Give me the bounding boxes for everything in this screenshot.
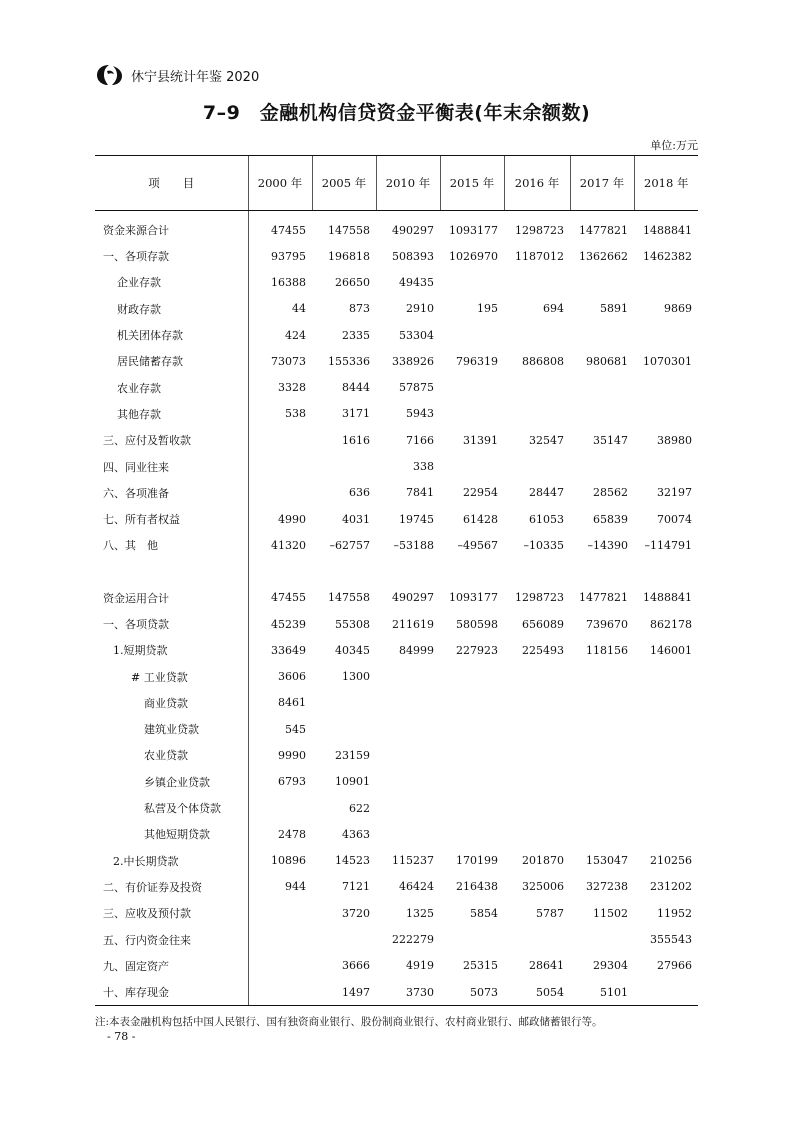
row-label: 机关团体存款	[117, 329, 183, 343]
table-cell	[570, 453, 634, 479]
table-cell	[376, 795, 440, 821]
table-cell	[504, 401, 570, 427]
table-cell: 93795	[248, 243, 312, 269]
table-cell: 26650	[335, 275, 370, 289]
table-cell: 1462382	[643, 249, 692, 263]
table-row	[95, 453, 698, 479]
table-cell: 210256	[650, 854, 692, 868]
table-row	[95, 742, 698, 768]
table-cell	[440, 821, 504, 847]
table-cell: –53188	[393, 538, 434, 552]
table-cell	[634, 979, 698, 1006]
table-cell: 31391	[463, 433, 498, 447]
table-cell	[376, 821, 440, 847]
table-cell: 61428	[463, 512, 498, 526]
table-cell: 1093177	[449, 223, 498, 237]
table-cell: 153047	[586, 854, 628, 868]
table-cell: –62757	[329, 538, 370, 552]
table-cell: 227923	[456, 643, 498, 657]
table-cell	[570, 716, 634, 742]
table-cell: 84999	[399, 643, 434, 657]
table-cell: 1616	[342, 433, 370, 447]
table-cell	[504, 322, 570, 348]
row-label: 五、行内资金往来	[103, 933, 191, 947]
footnote: 注:本表金融机构包括中国人民银行、国有独资商业银行、股份制商业银行、农村商业银行、邮政储蓄银行等。	[95, 1016, 603, 1028]
table-cell: 2335	[342, 328, 370, 342]
table-row	[95, 211, 698, 244]
table-row	[95, 532, 698, 558]
table-cell: 35147	[593, 433, 628, 447]
table-cell	[634, 769, 698, 795]
table-cell	[312, 559, 376, 585]
row-label: 农业贷款	[144, 749, 188, 763]
row-label: 建筑业贷款	[144, 723, 199, 737]
table-row	[95, 900, 698, 926]
table-cell: 980681	[586, 354, 628, 368]
table-cell	[504, 374, 570, 400]
table-cell: 28562	[593, 486, 628, 500]
row-label: 六、各项准备	[103, 486, 169, 500]
table-cell: 636	[349, 486, 370, 500]
column-header: 项 目	[95, 156, 248, 211]
table-cell: 862178	[650, 617, 692, 631]
table-cell	[570, 795, 634, 821]
table-cell: 1093177	[449, 591, 498, 605]
table-cell: 1477821	[579, 223, 628, 237]
row-label: 九、固定资产	[103, 959, 169, 973]
table-cell: –10335	[523, 538, 564, 552]
table-row	[95, 480, 698, 506]
row-label: 三、应收及预付款	[103, 907, 191, 921]
table-cell	[248, 926, 312, 952]
table-cell	[634, 401, 698, 427]
table-cell	[634, 795, 698, 821]
table-cell: 622	[349, 801, 370, 815]
table-cell: 70074	[657, 512, 692, 526]
table-cell	[570, 322, 634, 348]
table-cell: 3666	[342, 959, 370, 973]
table-cell	[504, 926, 570, 952]
table-cell: 195	[477, 302, 498, 316]
table-cell	[634, 663, 698, 689]
page-title: 7–9 金融机构信贷资金平衡表(年末余额数)	[202, 102, 591, 124]
table-cell	[504, 690, 570, 716]
table-cell	[634, 716, 698, 742]
table-cell: 325006	[522, 880, 564, 894]
column-header: 2000 年	[248, 156, 312, 211]
table-cell: 33649	[248, 637, 312, 663]
table-cell: 22954	[463, 486, 498, 500]
table-cell: 3730	[376, 979, 440, 1006]
table-cell: 57875	[399, 381, 434, 395]
table-cell: 9990	[248, 742, 312, 768]
table-cell: 8444	[342, 381, 370, 395]
row-label: 二、有价证券及投资	[103, 880, 202, 894]
table-cell: 1187012	[515, 249, 564, 263]
table-cell	[440, 690, 504, 716]
table-row	[95, 269, 698, 295]
table-cell: 231202	[650, 880, 692, 894]
table-cell: 29304	[593, 959, 628, 973]
table-cell	[634, 453, 698, 479]
row-label	[95, 559, 248, 585]
table-row	[95, 611, 698, 637]
table-cell	[504, 559, 570, 585]
table-cell: 4919	[406, 959, 434, 973]
page-number: - 78 -	[107, 1030, 136, 1043]
table-cell: 40345	[335, 643, 370, 657]
table-cell: 10896	[248, 848, 312, 874]
table-row	[95, 690, 698, 716]
row-label: 资金运用合计	[103, 591, 169, 605]
row-label: 企业存款	[117, 276, 161, 290]
table-cell	[376, 690, 440, 716]
table-cell: 7121	[342, 880, 370, 894]
table-body	[95, 211, 698, 1006]
row-label: 资金来源合计	[103, 224, 169, 237]
table-cell: 55308	[335, 617, 370, 631]
table-cell	[248, 559, 312, 585]
table-row	[95, 374, 698, 400]
table-cell: 11952	[657, 906, 692, 920]
table-cell	[634, 322, 698, 348]
table-cell	[440, 716, 504, 742]
table-cell: 739670	[586, 617, 628, 631]
table-cell: 5943	[406, 407, 434, 421]
table-cell: 4363	[342, 827, 370, 841]
table-row	[95, 401, 698, 427]
row-label: 农业存款	[117, 381, 161, 395]
table-cell: 3720	[342, 906, 370, 920]
table-cell: 9869	[664, 302, 692, 316]
table-cell	[504, 453, 570, 479]
table-cell: 338	[413, 460, 434, 474]
table-cell: 201870	[522, 854, 564, 868]
table-cell	[570, 742, 634, 768]
table-cell	[248, 979, 312, 1006]
table-cell: 424	[248, 322, 312, 348]
table-cell: 5891	[600, 302, 628, 316]
table-cell: 216438	[456, 880, 498, 894]
table-cell: 1298723	[515, 591, 564, 605]
table-cell	[634, 269, 698, 295]
table-row	[95, 348, 698, 374]
table-cell: 5073	[440, 979, 504, 1006]
table-cell: 3606	[248, 663, 312, 689]
table-cell	[376, 663, 440, 689]
table-cell: 5854	[470, 906, 498, 920]
table-cell: 225493	[522, 643, 564, 657]
table-row	[95, 926, 698, 952]
table-cell: 11502	[593, 906, 628, 920]
table-cell: 1070301	[643, 354, 692, 368]
table-cell	[440, 322, 504, 348]
credit-balance-table	[95, 155, 698, 1006]
table-cell	[312, 690, 376, 716]
column-header: 2017 年	[570, 156, 634, 211]
yearbook-logo-icon	[95, 62, 125, 88]
table-cell: 4990	[248, 506, 312, 532]
table-cell: 16388	[248, 269, 312, 295]
column-header: 2015 年	[440, 156, 504, 211]
table-cell	[570, 559, 634, 585]
row-label: 其他短期贷款	[144, 828, 210, 842]
table-cell: 53304	[399, 328, 434, 342]
table-cell: 7841	[406, 486, 434, 500]
table-cell	[376, 742, 440, 768]
table-cell: 19745	[399, 512, 434, 526]
table-cell: 44	[248, 296, 312, 322]
table-cell	[376, 559, 440, 585]
table-cell: 146001	[650, 643, 692, 657]
table-row	[95, 848, 698, 874]
table-row	[95, 979, 698, 1006]
table-cell	[504, 663, 570, 689]
row-label: 四、同业往来	[103, 460, 169, 474]
table-cell	[312, 926, 376, 952]
table-cell: 1298723	[515, 223, 564, 237]
column-header: 2018 年	[634, 156, 698, 211]
table-cell	[312, 716, 376, 742]
table-cell	[570, 926, 634, 952]
table-cell: 196818	[328, 249, 370, 263]
table-cell: 1300	[342, 670, 370, 684]
table-cell: 155336	[328, 354, 370, 368]
table-cell	[248, 453, 312, 479]
table-cell: 1488841	[643, 223, 692, 237]
table-row	[95, 953, 698, 979]
table-cell	[440, 374, 504, 400]
column-header: 2016 年	[504, 156, 570, 211]
spacer-row	[95, 559, 698, 585]
row-label: 七、所有者权益	[103, 513, 180, 527]
table-cell	[440, 269, 504, 295]
row-label: 2.中长期贷款	[113, 854, 179, 868]
table-cell	[634, 821, 698, 847]
row-label: # 工业贷款	[131, 670, 188, 684]
table-cell: 28447	[529, 486, 564, 500]
table-cell	[504, 821, 570, 847]
table-cell: 49435	[399, 275, 434, 289]
table-cell	[376, 716, 440, 742]
table-cell	[634, 690, 698, 716]
row-label: 1.短期贷款	[113, 644, 168, 658]
table-cell	[504, 742, 570, 768]
row-label: 私营及个体贷款	[144, 802, 221, 816]
page-header	[95, 62, 259, 88]
table-cell: 61053	[529, 512, 564, 526]
table-cell	[570, 374, 634, 400]
table-cell: 1325	[406, 906, 434, 920]
table-cell: 47455	[248, 211, 312, 244]
table-cell: 944	[248, 874, 312, 900]
table-cell: 580598	[456, 617, 498, 631]
table-cell: 5787	[536, 906, 564, 920]
table-cell	[570, 690, 634, 716]
table-cell: 490297	[392, 591, 434, 605]
table-cell	[504, 769, 570, 795]
row-label: 一、各项贷款	[103, 618, 169, 631]
table-cell: 73073	[248, 348, 312, 374]
table-cell: 65839	[593, 512, 628, 526]
table-cell: –14390	[587, 538, 628, 552]
table-cell: 5054	[504, 979, 570, 1006]
table-header-row	[95, 156, 698, 211]
table-cell: 10901	[335, 775, 370, 789]
table-cell	[570, 269, 634, 295]
table-cell: 41320	[248, 532, 312, 558]
table-cell: 1362662	[579, 249, 628, 263]
table-cell: 28641	[529, 959, 564, 973]
table-cell	[440, 742, 504, 768]
table-row	[95, 243, 698, 269]
table-cell	[248, 795, 312, 821]
table-row	[95, 322, 698, 348]
table-cell	[440, 663, 504, 689]
table-cell	[440, 795, 504, 821]
table-cell	[570, 401, 634, 427]
table-cell	[634, 559, 698, 585]
table-cell: 327238	[586, 880, 628, 894]
table-cell: 23159	[335, 748, 370, 762]
row-label: 商业贷款	[144, 696, 188, 710]
table-cell	[570, 663, 634, 689]
table-cell: 147558	[328, 591, 370, 605]
table-cell	[504, 716, 570, 742]
table-cell: 7166	[406, 433, 434, 447]
table-cell: 6793	[248, 769, 312, 795]
row-label: 十、库存现金	[95, 979, 248, 1006]
table-cell: 46424	[399, 880, 434, 894]
table-cell	[504, 795, 570, 821]
table-cell	[634, 374, 698, 400]
table-row	[95, 506, 698, 532]
table-row	[95, 769, 698, 795]
table-cell: 355543	[650, 933, 692, 947]
table-cell: 545	[248, 716, 312, 742]
table-cell: 1488841	[643, 591, 692, 605]
table-cell	[440, 926, 504, 952]
table-row	[95, 795, 698, 821]
table-cell: 873	[349, 302, 370, 316]
table-cell: 147558	[328, 223, 370, 237]
table-cell: 3171	[342, 407, 370, 421]
table-cell: 47455	[248, 585, 312, 611]
table-cell: 32197	[657, 486, 692, 500]
table-cell: 8461	[248, 690, 312, 716]
table-cell	[440, 559, 504, 585]
table-cell: 45239	[248, 611, 312, 637]
column-header: 2005 年	[312, 156, 376, 211]
table-row	[95, 663, 698, 689]
table-cell: 211619	[392, 617, 434, 631]
row-label: 一、各项存款	[103, 250, 169, 264]
table-cell: 5101	[570, 979, 634, 1006]
table-row	[95, 874, 698, 900]
table-row	[95, 296, 698, 322]
book-title: 休宁县统计年鉴 2020	[131, 69, 260, 85]
table-cell	[570, 769, 634, 795]
row-label: 财政存款	[117, 302, 161, 316]
table-cell: –114791	[644, 538, 692, 552]
table-cell: 490297	[392, 223, 434, 237]
table-cell: 1497	[312, 979, 376, 1006]
table-cell: 508393	[392, 249, 434, 263]
table-cell: 1477821	[579, 591, 628, 605]
table-cell	[248, 480, 312, 506]
table-cell: 3328	[248, 374, 312, 400]
table-cell	[248, 953, 312, 979]
table-cell: 14523	[335, 854, 370, 868]
table-cell: 1026970	[449, 249, 498, 263]
table-cell	[570, 821, 634, 847]
table-row	[95, 427, 698, 453]
table-cell: 27966	[657, 959, 692, 973]
table-cell	[440, 769, 504, 795]
row-label: 居民储蓄存款	[117, 355, 183, 369]
table-cell: 32547	[529, 433, 564, 447]
table-cell: 38980	[657, 433, 692, 447]
table-cell	[376, 769, 440, 795]
table-cell: 2478	[248, 821, 312, 847]
table-cell	[634, 742, 698, 768]
table-cell: 694	[543, 302, 564, 316]
table-cell	[248, 427, 312, 453]
table-row	[95, 585, 698, 611]
table-cell: 338926	[392, 354, 434, 368]
table-cell: 796319	[456, 354, 498, 368]
column-header: 2010 年	[376, 156, 440, 211]
table-row	[95, 716, 698, 742]
table-cell: 538	[248, 401, 312, 427]
row-label: 其他存款	[117, 407, 161, 421]
table-cell: 118156	[586, 643, 628, 657]
table-row	[95, 637, 698, 663]
table-row	[95, 821, 698, 847]
table-cell	[440, 453, 504, 479]
table-cell: 222279	[392, 933, 434, 947]
table-cell: 4031	[342, 512, 370, 526]
table-cell	[312, 453, 376, 479]
row-label: 八、其 他	[103, 539, 158, 553]
table-cell: 2910	[406, 302, 434, 316]
table-cell: 170199	[456, 854, 498, 868]
unit-label: 单位:万元	[650, 139, 698, 152]
row-label: 三、应付及暂收款	[103, 434, 191, 448]
table-cell: –49567	[457, 538, 498, 552]
table-cell	[440, 401, 504, 427]
table-cell: 115237	[392, 854, 434, 868]
table-cell: 886808	[522, 354, 564, 368]
row-label: 乡镇企业贷款	[144, 775, 210, 789]
table-cell: 25315	[463, 959, 498, 973]
table-cell: 656089	[522, 617, 564, 631]
table-cell	[248, 900, 312, 926]
table-cell	[504, 269, 570, 295]
